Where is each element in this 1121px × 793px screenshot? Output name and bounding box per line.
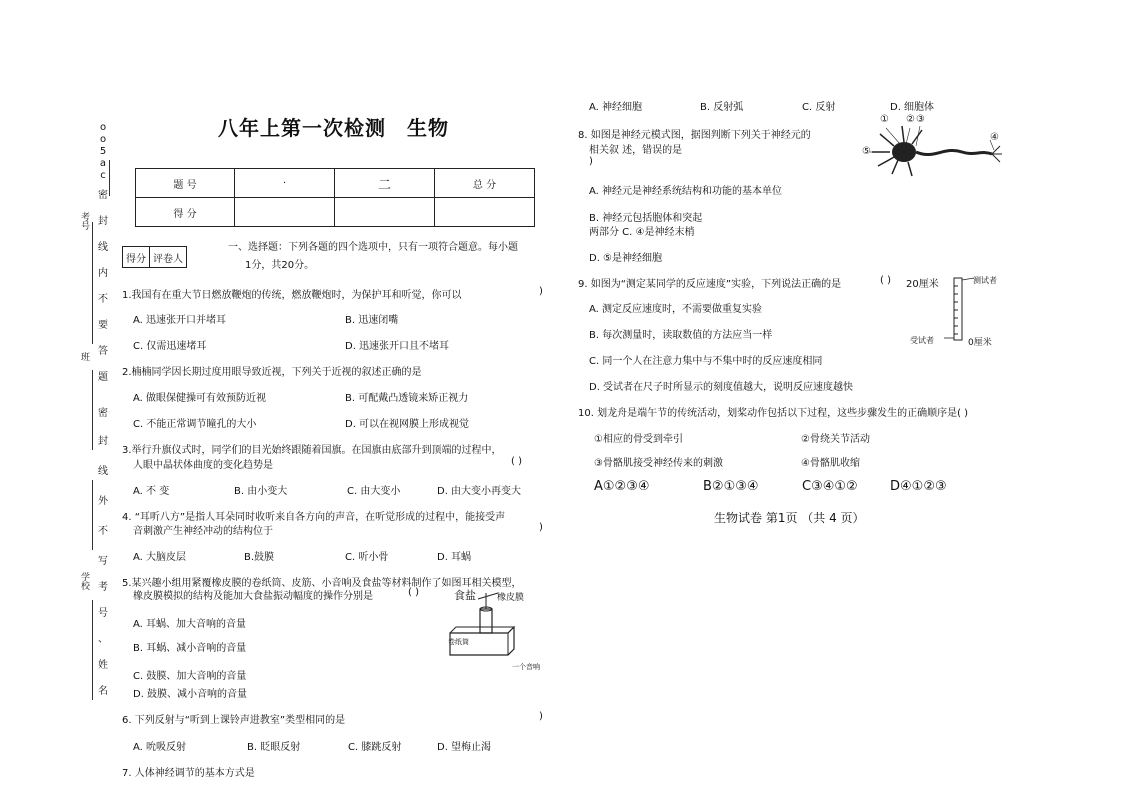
seal-mark: o [99,122,107,133]
figure-label-membrane: 橡皮膜 [497,593,525,603]
figure-label-tube: 卷纸筒 [448,638,469,646]
option-a[interactable]: A. 神经元是神经系统结构和功能的基本单位 [589,186,783,197]
question-8-cont: 相关叙 述，错误的是 [589,145,683,156]
seal-char: 姓 [98,660,108,671]
neuron-label-4: ④ [990,132,999,143]
answer-paren[interactable]: ( ) [511,456,522,467]
score-input-cell[interactable] [235,198,335,227]
seal-char: 线 [98,466,108,477]
score-header-cell: · [235,169,335,198]
score-input-cell[interactable] [435,198,535,227]
score-header-cell: 二 [335,169,435,198]
option-c[interactable]: C. 同一个人在注意力集中与不集中时的反应速度相同 [589,356,823,367]
seal-char: 号 [98,608,108,619]
option-c[interactable]: C. 反射 [802,102,836,113]
step-3: ③骨骼肌接受神经传来的刺激 [594,458,723,469]
question-6: 6. 下列反射与“听到上课铃声进教室”类型相同的是 [122,715,346,726]
option-c[interactable]: C. 不能正常调节瞳孔的大小 [133,419,257,430]
seal-char: 写 [98,556,108,567]
step-2: ②骨绕关节活动 [801,434,870,445]
question-5-cont: 橡皮膜模拟的结构及能加大食盐振动幅度的操作分别是 [133,591,373,602]
score-header-cell: 题 号 [136,169,235,198]
option-d[interactable]: D. 受试者在尺子时所显示的刻度值越大，说明反应速度越快 [589,382,854,393]
option-d[interactable]: D. 望梅止渴 [437,742,492,753]
option-a[interactable]: A. 测定反应速度时，不需要做重复实验 [589,304,763,315]
option-a[interactable]: A. 做眼保健操可有效预防近视 [133,393,267,404]
ruler-bottom-label: 0厘米 [968,338,992,348]
seal-char: 线 [98,242,108,253]
option-c[interactable]: 两部分 C. ④是神经末梢 [589,227,695,238]
option-b[interactable]: B. 耳蜗、减小音响的音量 [133,643,247,654]
option-b[interactable]: B. 可配戴凸透镜来矫正视力 [345,393,469,404]
neuron-label-1: ① [880,114,889,125]
option-c[interactable]: C. 仅需迅速堵耳 [133,341,207,352]
neuron-label-3: ③ [916,114,925,125]
seal-char: 题 [98,372,108,383]
option-c[interactable]: C. 膝跳反射 [348,742,402,753]
ruler-top-label: 20厘米 [906,279,939,290]
neuron-drawing [862,116,1012,186]
section-instruction: 1分，共20分。 [245,260,315,271]
section-instruction: 一、选择题：下列各题的四个选项中，只有一项符合题意。每小题 [228,242,518,253]
option-b[interactable]: B.鼓膜 [244,552,275,563]
option-b[interactable]: B. 眨眼反射 [247,742,301,753]
seal-line [92,370,93,450]
option-c[interactable]: C. 听小骨 [345,552,389,563]
seal-line [92,222,93,344]
score-header-cell: 总 分 [435,169,535,198]
question-4-cont: 音刺激产生神经冲动的结构位于 [133,526,273,537]
option-a[interactable]: A①②③④ [594,479,650,494]
score-label-cell: 得 分 [136,198,235,227]
question-3: 3.举行升旗仪式时，同学们的目光始终跟随着国旗。在国旗由底部升到顶端的过程中， [122,445,502,456]
option-b[interactable]: B. 每次测量时，读取数值的方法应当一样 [589,330,773,341]
ruler-tester-label: 测试者 [973,276,997,285]
option-b[interactable]: B. 由小变大 [234,486,288,497]
option-b[interactable]: B. 神经元包括胞体和突起 [589,213,703,224]
seal-char: 封 [98,436,108,447]
grader-score-cell: 得分 [123,247,150,268]
step-1: ①相应的骨受到牵引 [594,434,683,445]
question-8: 8. 如图是神经元模式图，据图判断下列关于神经元的 [578,130,811,141]
option-c[interactable]: C. 由大变小 [347,486,401,497]
option-a[interactable]: A. 迅速张开口并堵耳 [133,315,227,326]
seal-char: 不 [98,526,108,537]
option-a[interactable]: A. 耳蜗、加大音响的音量 [133,619,247,630]
question-1: 1.我国有在重大节日燃放鞭炮的传统，燃放鞭炮时，为保护耳和听觉，你可以 [122,290,462,301]
seal-line [92,480,93,550]
option-d[interactable]: D④①②③ [890,479,947,494]
school-label: 学校 [79,572,89,590]
option-c[interactable]: C③④①② [802,479,858,494]
option-d[interactable]: D. 鼓膜、减小音响的音量 [133,689,248,700]
question-7: 7. 人体神经调节的基本方式是 [122,768,255,779]
score-input-cell[interactable] [335,198,435,227]
option-d[interactable]: D. 由大变小再变大 [437,486,522,497]
page-title: 八年上第一次检测 生物 [218,116,449,140]
seal-mark: o [99,134,107,145]
grader-name-cell: 评卷人 [150,247,187,268]
seal-char: 答 [98,346,108,357]
seal-char: 考 [98,582,108,593]
ruler-subject-label: 受试者 [910,336,934,345]
seal-char: 不 [98,294,108,305]
seal-char: 密 [98,408,108,419]
grader-table [122,246,187,268]
step-4: ④骨骼肌收缩 [801,458,860,469]
page-footer: 生物试卷 第1页 （共 4 页） [714,511,865,525]
neuron-label-5: ⑤ [862,146,871,157]
seal-char: 名 [98,686,108,697]
answer-paren[interactable]: ) [589,156,593,167]
question-4: 4. “耳听八方”是指人耳朵同时收听来自各方向的声音，在听觉形成的过程中，能接受声 [122,512,506,523]
answer-paren[interactable]: ) [539,522,543,533]
seal-char: 要 [98,320,108,331]
option-a[interactable]: A. 神经细胞 [589,102,643,113]
seal-char: 内 [98,268,108,279]
seal-char: 外 [98,496,108,507]
figure-label-salt: 食盐 [454,589,476,602]
option-a[interactable]: A. 吮吸反射 [133,742,187,753]
answer-paren[interactable]: ) [539,711,543,722]
class-label: 班 [79,352,89,361]
question-9: 9. 如图为“测定某同学的反应速度”实验，下列说法正确的是 [578,279,842,290]
option-a[interactable]: A. 大脑皮层 [133,552,187,563]
score-table [135,168,535,227]
seal-line [92,600,93,700]
question-2: 2.楠楠同学因长期过度用眼导致近视，下列关于近视的叙述正确的是 [122,367,422,378]
figure-label-speaker: 一个音响 [512,663,540,671]
option-b[interactable]: B②①③④ [703,479,759,494]
option-d[interactable]: D. 耳蜗 [437,552,472,563]
answer-paren[interactable]: ( ) [880,275,891,286]
seal-char: 密 [98,190,108,201]
option-d[interactable]: D. 迅速张开口且不堵耳 [345,341,450,352]
option-b[interactable]: B. 迅速闭嘴 [345,315,399,326]
seal-char: 、 [98,634,108,645]
option-d[interactable]: D. 细胞体 [890,102,935,113]
exam-number-label: 考号 [79,212,89,230]
seal-char: 封 [98,216,108,227]
question-5: 5.某兴趣小组用紧覆橡皮膜的卷纸筒、皮筋、小音响及食盐等材料制作了如图耳相关模型， [122,578,522,589]
seal-mark: c [100,170,106,181]
answer-paren[interactable]: ) [539,286,543,297]
option-b[interactable]: B. 反射弧 [700,102,744,113]
answer-paren[interactable]: ( ) [408,587,419,598]
seal-mark: 5 [99,146,107,157]
option-d[interactable]: D. ⑤是神经细胞 [589,253,663,264]
question-10: 10. 划龙舟是端午节的传统活动，划桨动作包括以下过程，这些步骤发生的正确顺序是( ) [578,408,969,419]
question-3-cont: 人眼中晶状体曲度的变化趋势是 [133,460,273,471]
option-d[interactable]: D. 可以在视网膜上形成视觉 [345,419,470,430]
seal-mark: a [99,158,107,169]
option-c[interactable]: C. 鼓膜、加大音响的音量 [133,671,247,682]
option-a[interactable]: A. 不 变 [133,486,170,497]
neuron-label-2: ② [906,114,915,125]
